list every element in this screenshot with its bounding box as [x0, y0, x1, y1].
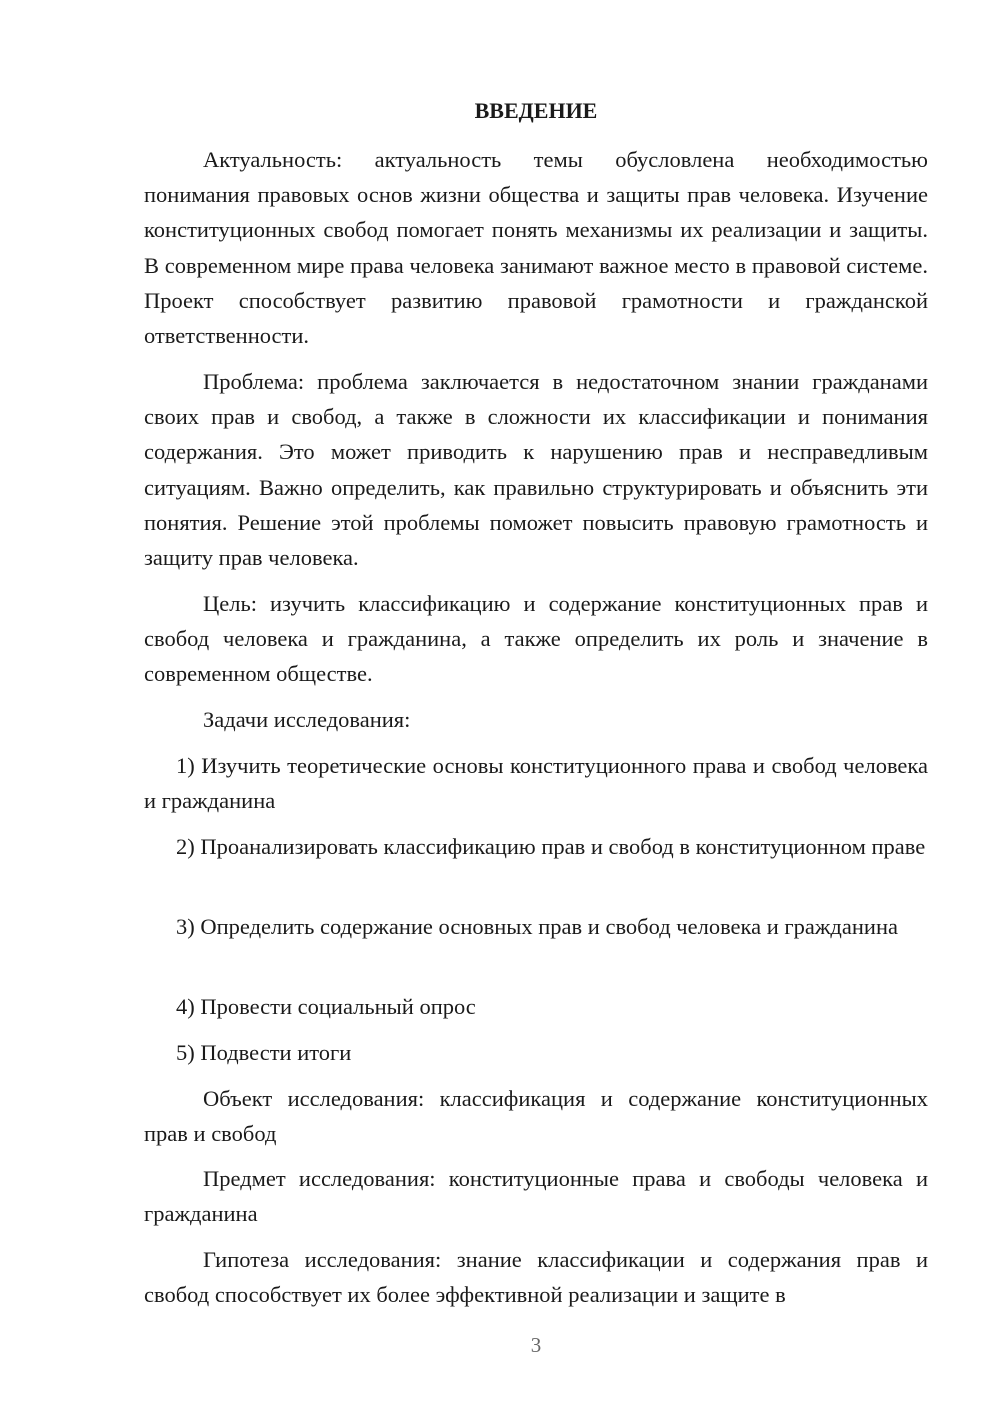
- paragraph-goal: Цель: изучить классификацию и содержание конституционных прав и свобод человека и гражданина, а также определить их роль и значение в современном обществе.: [144, 591, 928, 687]
- page-number: 3: [530, 1333, 542, 1357]
- paragraph-object: Объект исследования: классификация и содержание конституционных прав и свобод: [144, 1086, 928, 1147]
- task-item-1: 1) Изучить теоретические основы конституционного права и свобод человека и гражданина: [144, 753, 928, 814]
- task-item-4: 4) Провести социальный опрос: [176, 994, 476, 1019]
- task-item-5: 5) Подвести итоги: [176, 1040, 352, 1065]
- paragraph-subject: Предмет исследования: конституционные права и свободы человека и гражданина: [144, 1166, 928, 1227]
- paragraph-hypothesis: Гипотеза исследования: знание классификации и содержания прав и свобод способствует их более эффективной реализации и защите в: [144, 1247, 928, 1308]
- task-item-2: 2) Проанализировать классификацию прав и свобод в конституционном праве: [176, 834, 926, 859]
- task-item-3: 3) Определить содержание основных прав и свобод человека и гражданина: [176, 914, 898, 939]
- page-title: ВВЕДЕНИЕ: [474, 98, 598, 123]
- paragraph-tasks-heading: Задачи исследования:: [203, 707, 411, 732]
- paragraph-problem: Проблема: проблема заключается в недостаточном знании гражданами своих прав и свобод, а также в сложности их классификации и понимания содержания. Это может приводить к нарушению прав и несправедливым ситуациям. Важно определить, как правильно структурировать и объяснить эти понятия. Решение этой проблемы поможет повысить правовую грамотность и защиту прав человека.: [144, 369, 928, 571]
- paragraph-relevance: Актуальность: актуальность темы обусловлена необходимостью понимания правовых основ жизни общества и защиты прав человека. Изучение конституционных свобод помогает понять механизмы их реализации и защиты. В современном мире права человека занимают важное место в правовой системе. Проект способствует развитию правовой грамотности и гражданской ответственности.: [144, 147, 928, 349]
